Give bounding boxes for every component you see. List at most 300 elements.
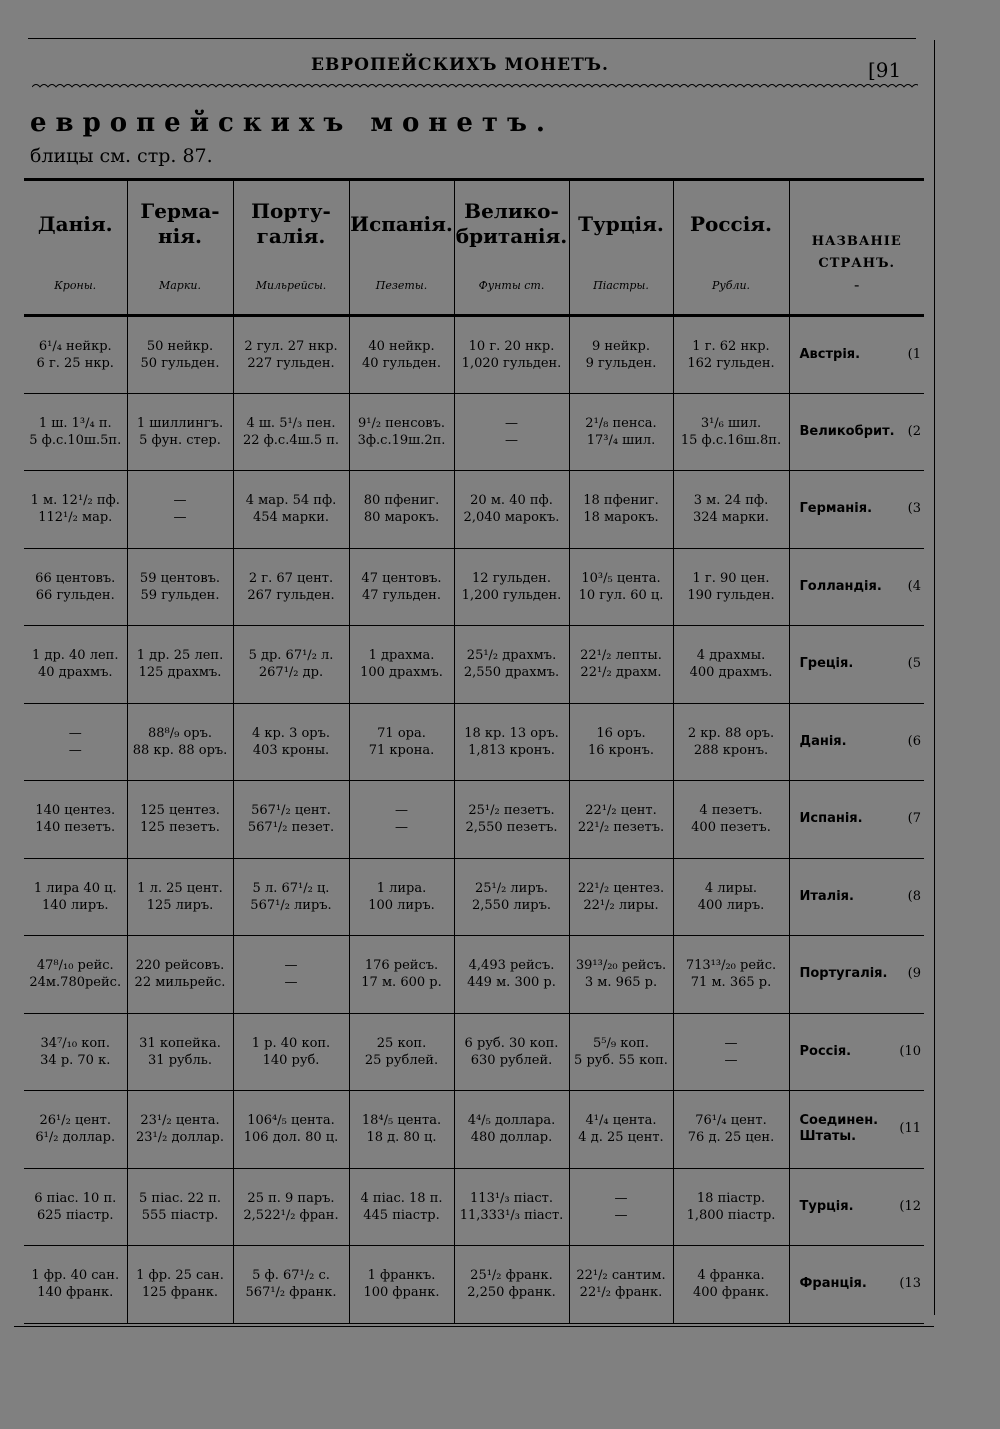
cell-line: 22¹/₂ франк. xyxy=(579,1285,663,1301)
table-cell xyxy=(569,393,673,471)
cell-line: 125 лиръ. xyxy=(146,897,214,913)
cell-line: 15 ф.с.16ш.8п. xyxy=(680,432,782,448)
cell-line: 4 лиры. xyxy=(704,880,758,896)
cell-line: 4 д. 25 цент. xyxy=(578,1130,664,1146)
cell-line: 17 м. 600 р. xyxy=(361,975,442,991)
cell-line: 2,040 марокъ. xyxy=(463,510,560,526)
cell-line: 71 м. 365 р. xyxy=(690,975,772,991)
cell-line: 5 л. 67¹/₂ ц. xyxy=(252,880,330,896)
cell-line: 76¹/₄ цент. xyxy=(695,1113,767,1129)
table-cell xyxy=(233,703,349,781)
cell-line: 288 кронъ. xyxy=(693,742,769,758)
cell-line: 17³/₄ шил. xyxy=(586,432,656,448)
table-cell xyxy=(673,626,789,704)
table-row xyxy=(24,703,924,781)
table-row xyxy=(24,471,924,549)
column-name: Турція. xyxy=(578,211,664,236)
table-cell xyxy=(454,858,569,936)
cell-line: 1,200 гульден. xyxy=(461,587,562,603)
cell-line: — xyxy=(68,742,82,758)
table-cell xyxy=(349,936,454,1014)
column-unit: Пезеты. xyxy=(375,279,428,292)
cell-line: 25 рублей. xyxy=(364,1052,439,1068)
cell-line: 2¹/₈ пенса. xyxy=(585,415,657,431)
cell-line: — xyxy=(395,820,408,836)
table-cell xyxy=(454,626,569,704)
cell-line: 4 ш. 5¹/₃ пен. xyxy=(246,415,336,431)
cell-line: 162 гульден. xyxy=(687,355,775,371)
cell-line: 5 фун. стер. xyxy=(139,432,221,448)
cell-line: 9 нейкр. xyxy=(591,338,650,354)
table-cell xyxy=(233,781,349,859)
table-cell xyxy=(454,548,569,626)
row-number: (8 xyxy=(907,888,921,904)
country-cell xyxy=(789,1168,924,1246)
cell-line: 140 франк. xyxy=(37,1285,114,1301)
row-number: (7 xyxy=(907,811,921,827)
table-cell xyxy=(233,471,349,549)
cell-line: 10³/₅ цента. xyxy=(581,570,661,586)
table-cell xyxy=(569,781,673,859)
cell-line: 113¹/₃ піаст. xyxy=(470,1190,553,1206)
cell-line: 16 кронъ. xyxy=(587,742,654,758)
table-cell xyxy=(454,1013,569,1091)
cell-line: — xyxy=(395,803,408,819)
column-header xyxy=(127,180,233,316)
cell-line: 22¹/₂ драхм. xyxy=(580,665,662,681)
names-header-label: НАЗВАНІЕ СТРАНЪ. xyxy=(811,234,902,271)
cell-line: 400 лиръ. xyxy=(697,897,765,913)
table-cell xyxy=(673,1168,789,1246)
cell-line: 625 піастр. xyxy=(37,1207,114,1223)
cell-line: 18 пфениг. xyxy=(583,493,659,509)
column-header xyxy=(673,180,789,316)
table-cell xyxy=(127,393,233,471)
table-cell xyxy=(454,471,569,549)
country-name: Испанія. xyxy=(799,811,863,827)
country-cell xyxy=(789,858,924,936)
cell-line: 88⁸/₉ оръ. xyxy=(147,725,213,741)
table-cell xyxy=(349,703,454,781)
cell-line: 1 ш. 1³/₄ п. xyxy=(38,415,112,431)
table-row xyxy=(24,393,924,471)
cell-line: 39¹³/₂₀ рейсъ. xyxy=(575,958,667,974)
table-cell xyxy=(569,626,673,704)
names-column-header xyxy=(789,180,924,316)
cell-line: — xyxy=(724,1035,738,1051)
column-unit: Марки. xyxy=(158,279,201,292)
country-name: Греція. xyxy=(799,656,854,672)
country-cell xyxy=(789,393,924,471)
cell-line: 66 центовъ. xyxy=(35,570,116,586)
table-cell xyxy=(233,858,349,936)
country-cell xyxy=(789,548,924,626)
cell-line: 40 драхмъ. xyxy=(37,665,113,681)
cell-line: 22 ф.с.4ш.5 п. xyxy=(242,432,340,448)
cell-line: 22 мильрейс. xyxy=(134,975,226,991)
table-cell xyxy=(673,471,789,549)
table-cell xyxy=(569,1013,673,1091)
cell-line: 227 гульден. xyxy=(247,355,335,371)
table-cell xyxy=(569,1246,673,1324)
cell-line: 1,020 гульден. xyxy=(461,355,562,371)
cell-line: 630 рублей. xyxy=(470,1052,553,1068)
cell-line: 18 д. 80 ц. xyxy=(366,1130,437,1146)
cell-line: 1 лира 40 ц. xyxy=(33,880,117,896)
cell-line: 22¹/₂ цент. xyxy=(585,803,657,819)
table-cell xyxy=(673,703,789,781)
cell-line: 4 драхмы. xyxy=(696,648,766,664)
column-name: Велико-британія. xyxy=(455,199,568,248)
cell-line: 140 лиръ. xyxy=(41,897,109,913)
row-number: (2 xyxy=(907,423,921,439)
bottom-rule xyxy=(14,1326,934,1327)
table-cell xyxy=(127,548,233,626)
table-cell xyxy=(24,1091,127,1169)
table-cell xyxy=(349,393,454,471)
cell-line: 3 м. 965 р. xyxy=(584,975,658,991)
cell-line: 26¹/₂ цент. xyxy=(39,1113,112,1129)
row-number: (5 xyxy=(907,656,921,672)
column-name: Данія. xyxy=(37,211,113,236)
cell-line: 2,550 драхмъ. xyxy=(463,665,560,681)
cell-line: 3ф.с.19ш.2п. xyxy=(357,432,446,448)
cell-line: 1 шиллингъ. xyxy=(136,415,224,431)
cell-line: 1 г. 90 цен. xyxy=(692,570,770,586)
cell-line: 5⁵/₉ коп. xyxy=(593,1035,649,1051)
table-cell xyxy=(673,858,789,936)
row-number: (6 xyxy=(907,733,921,749)
cell-line: 100 драхмъ. xyxy=(360,665,443,681)
cell-line: 34⁷/₁₀ коп. xyxy=(40,1035,110,1051)
table-cell xyxy=(233,393,349,471)
cell-line: 25¹/₂ лиръ. xyxy=(474,880,549,896)
cell-line: 1 фр. 40 сан. xyxy=(31,1268,120,1284)
cell-line: 3¹/₆ шил. xyxy=(700,415,762,431)
table-cell xyxy=(24,393,127,471)
cell-line: 18 піастр. xyxy=(696,1190,766,1206)
cell-line: 5 др. 67¹/₂ л. xyxy=(248,648,334,664)
cell-line: 25¹/₂ франк. xyxy=(470,1268,553,1284)
cell-line: 2 г. 67 цент. xyxy=(248,570,334,586)
cell-line: 100 франк. xyxy=(363,1285,440,1301)
cell-line: 5 ф. 67¹/₂ с. xyxy=(252,1268,330,1284)
cell-line: 403 кроны. xyxy=(252,742,330,758)
country-cell xyxy=(789,471,924,549)
cell-line: — xyxy=(284,958,298,974)
cell-line: 6¹/₄ нейкр. xyxy=(38,338,112,354)
cell-line: 4⁴/₅ доллара. xyxy=(467,1113,556,1129)
column-header xyxy=(24,180,127,316)
country-cell xyxy=(789,1013,924,1091)
cell-line: — xyxy=(614,1207,628,1223)
table-cell xyxy=(569,471,673,549)
cell-line: 18⁴/₅ цента. xyxy=(361,1113,442,1129)
cell-line: 140 руб. xyxy=(262,1052,320,1068)
page-subheading: блицы см. стр. 87. xyxy=(30,145,213,167)
cell-line: 6 піас. 10 п. xyxy=(34,1190,117,1206)
row-number: (4 xyxy=(907,578,921,594)
cell-line: 5 піас. 22 п. xyxy=(139,1190,221,1206)
table-cell xyxy=(673,316,789,394)
cell-line: 445 піастр. xyxy=(363,1207,440,1223)
table-cell xyxy=(454,316,569,394)
cell-line: 4 мар. 54 пф. xyxy=(245,493,337,509)
cell-line: 6 г. 25 нкр. xyxy=(36,355,114,371)
cell-line: 267¹/₂ др. xyxy=(258,665,324,681)
cell-line: 12 гульден. xyxy=(472,570,551,586)
coins-table xyxy=(24,178,924,1324)
cell-line: 76 д. 25 цен. xyxy=(687,1130,775,1146)
cell-line: 25 п. 9 паръ. xyxy=(247,1190,335,1206)
column-unit: Піастры. xyxy=(593,279,649,292)
table-cell xyxy=(569,1091,673,1169)
cell-line: 1 др. 25 леп. xyxy=(136,648,224,664)
table-cell xyxy=(569,703,673,781)
table-cell xyxy=(127,471,233,549)
cell-line: 2 кр. 88 оръ. xyxy=(687,725,775,741)
cell-line: 1,813 кронъ. xyxy=(468,742,555,758)
country-cell xyxy=(789,703,924,781)
cell-line: 1 фр. 25 сан. xyxy=(136,1268,224,1284)
column-unit: Рубли. xyxy=(711,279,751,292)
cell-line: 34 р. 70 к. xyxy=(40,1052,111,1068)
running-head: ЕВРОПЕЙСКИХЪ МОНЕТЪ. xyxy=(311,55,609,75)
table-cell xyxy=(349,1246,454,1324)
cell-line: 71 крона. xyxy=(368,742,435,758)
table-cell xyxy=(127,1013,233,1091)
country-name: Голландія. xyxy=(799,578,882,594)
cell-line: 59 гульден. xyxy=(140,587,220,603)
table-row xyxy=(24,936,924,1014)
row-number: (3 xyxy=(907,501,921,517)
table-cell xyxy=(349,548,454,626)
cell-line: 1 р. 40 коп. xyxy=(251,1035,331,1051)
table-cell xyxy=(454,1246,569,1324)
column-header xyxy=(454,180,569,316)
row-number: (12 xyxy=(899,1198,921,1214)
country-cell xyxy=(789,626,924,704)
table-cell xyxy=(569,548,673,626)
cell-line: 10 гул. 60 ц. xyxy=(578,587,664,603)
row-number: (9 xyxy=(907,966,921,982)
table-cell xyxy=(24,1013,127,1091)
cell-line: 125 франк. xyxy=(141,1285,219,1301)
top-rule xyxy=(28,38,916,39)
cell-line: — xyxy=(173,493,187,509)
right-margin-rule xyxy=(934,40,935,1315)
row-number: (10 xyxy=(899,1043,921,1059)
cell-line: 23¹/₂ доллар. xyxy=(135,1130,225,1146)
table-cell xyxy=(233,936,349,1014)
cell-line: 5 ф.с.10ш.5п. xyxy=(29,432,122,448)
cell-line: 47⁸/₁₀ рейс. xyxy=(36,958,114,974)
table-cell xyxy=(349,1168,454,1246)
cell-line: 22¹/₂ центез. xyxy=(577,880,665,896)
cell-line: 4 піас. 18 п. xyxy=(360,1190,443,1206)
cell-line: 4 пезетъ. xyxy=(699,803,763,819)
table-cell xyxy=(233,316,349,394)
cell-line: 22¹/₂ пезетъ. xyxy=(577,820,665,836)
table-cell xyxy=(24,703,127,781)
cell-line: 567¹/₂ франк. xyxy=(245,1285,337,1301)
cell-line: 1 л. 25 цент. xyxy=(137,880,223,896)
table-cell xyxy=(673,548,789,626)
table-row xyxy=(24,1013,924,1091)
cell-line: 267 гульден. xyxy=(247,587,335,603)
country-cell xyxy=(789,936,924,1014)
cell-line: 1 др. 40 леп. xyxy=(32,648,119,664)
row-number: (1 xyxy=(907,346,921,362)
cell-line: — xyxy=(173,510,187,526)
table-cell xyxy=(569,1168,673,1246)
cell-line: 47 центовъ. xyxy=(361,570,442,586)
cell-line: 140 пезетъ. xyxy=(35,820,116,836)
column-name: Герма-нія. xyxy=(140,199,220,248)
cell-line: 324 марки. xyxy=(692,510,770,526)
table-row xyxy=(24,858,924,936)
cell-line: 125 пезетъ. xyxy=(140,820,220,836)
country-name: Соединен. Штаты. xyxy=(799,1113,879,1145)
table-cell xyxy=(24,1168,127,1246)
table-cell xyxy=(24,858,127,936)
cell-line: 3 м. 24 пф. xyxy=(693,493,769,509)
cell-line: 449 м. 300 р. xyxy=(467,975,556,991)
cell-line: 59 центовъ. xyxy=(139,570,221,586)
cell-line: 454 марки. xyxy=(252,510,330,526)
cell-line: 25¹/₂ драхмъ. xyxy=(466,648,557,664)
table-cell xyxy=(127,781,233,859)
cell-line: 20 м. 40 пф. xyxy=(470,493,553,509)
cell-line: — xyxy=(505,432,518,448)
column-header xyxy=(349,180,454,316)
cell-line: 22¹/₂ лиры. xyxy=(583,897,659,913)
table-cell xyxy=(127,1168,233,1246)
wavy-rule xyxy=(32,82,918,92)
row-number: (13 xyxy=(899,1276,921,1292)
table-cell xyxy=(454,936,569,1014)
cell-line: 2 гул. 27 нкр. xyxy=(244,338,338,354)
table-cell xyxy=(454,393,569,471)
country-name: Италія. xyxy=(799,888,854,904)
table-cell xyxy=(233,548,349,626)
column-unit: Кроны. xyxy=(54,279,97,292)
cell-line: — xyxy=(724,1052,738,1068)
table-cell xyxy=(24,471,127,549)
country-name: Австрія. xyxy=(799,346,861,362)
table-row xyxy=(24,1091,924,1169)
column-name: Россія. xyxy=(689,211,773,236)
table-row xyxy=(24,316,924,394)
table-cell xyxy=(454,1168,569,1246)
table-cell xyxy=(233,1013,349,1091)
cell-line: 112¹/₂ мар. xyxy=(38,510,113,526)
cell-line: 5 руб. 55 коп. xyxy=(574,1052,668,1068)
cell-line: 2,250 франк. xyxy=(467,1285,556,1301)
table-cell xyxy=(127,1091,233,1169)
cell-line: 1 г. 62 нкр. xyxy=(692,338,770,354)
table-cell xyxy=(673,936,789,1014)
column-name: Порту-галія. xyxy=(251,199,331,248)
table-cell xyxy=(24,1246,127,1324)
table-cell xyxy=(127,1246,233,1324)
country-cell xyxy=(789,1091,924,1169)
cell-line: 567¹/₂ пезет. xyxy=(247,820,335,836)
cell-line: 22¹/₂ сантим. xyxy=(576,1268,666,1284)
cell-line: 50 гульден. xyxy=(140,355,220,371)
cell-line: 31 рубль. xyxy=(148,1052,212,1068)
cell-line: 140 центез. xyxy=(35,803,116,819)
cell-line: 16 оръ. xyxy=(596,725,646,741)
table-cell xyxy=(454,1091,569,1169)
table-cell xyxy=(127,703,233,781)
country-cell xyxy=(789,1246,924,1324)
table-cell xyxy=(349,1091,454,1169)
table-cell xyxy=(349,858,454,936)
cell-line: 9 гульден. xyxy=(585,355,657,371)
table-row xyxy=(24,626,924,704)
page-heading: европейскихъ монетъ. xyxy=(30,108,554,138)
cell-line: 40 гульден. xyxy=(362,355,441,371)
table-cell xyxy=(233,1091,349,1169)
cell-line: 2,550 пезетъ. xyxy=(465,820,558,836)
country-cell xyxy=(789,781,924,859)
cell-line: 66 гульден. xyxy=(35,587,115,603)
cell-line: 25 коп. xyxy=(376,1035,427,1051)
cell-line: 1 м. 12¹/₂ пф. xyxy=(30,493,120,509)
cell-line: 9¹/₂ пенсовъ. xyxy=(357,415,446,431)
cell-line: 555 піастр. xyxy=(141,1207,219,1223)
table-cell xyxy=(349,781,454,859)
cell-line: 1 драхма. xyxy=(368,648,435,664)
cell-line: 400 франк. xyxy=(692,1285,770,1301)
cell-line: 31 копейка. xyxy=(139,1035,221,1051)
table-cell xyxy=(127,858,233,936)
table-cell xyxy=(349,626,454,704)
country-name: Португалія. xyxy=(799,966,888,982)
table-cell xyxy=(127,936,233,1014)
cell-line: 25¹/₂ пезетъ. xyxy=(468,803,555,819)
cell-line: 1 лира. xyxy=(376,880,427,896)
column-name: Испанія. xyxy=(350,211,453,236)
cell-line: 4 кр. 3 оръ. xyxy=(251,725,331,741)
country-name: Турція. xyxy=(799,1198,854,1214)
cell-line: — xyxy=(284,975,298,991)
table-cell xyxy=(349,471,454,549)
cell-line: 100 лиръ. xyxy=(368,897,435,913)
cell-line: 567¹/₂ лиръ. xyxy=(250,897,332,913)
table-cell xyxy=(673,393,789,471)
cell-line: 6¹/₂ доллар. xyxy=(35,1130,116,1146)
table-row xyxy=(24,781,924,859)
cell-line: 6 руб. 30 коп. xyxy=(464,1035,559,1051)
cell-line: 80 марокъ. xyxy=(363,510,440,526)
cell-line: 567¹/₂ цент. xyxy=(251,803,331,819)
country-name: Великобрит. xyxy=(799,423,895,439)
table-cell xyxy=(233,1168,349,1246)
cell-line: 480 доллар. xyxy=(470,1130,553,1146)
table-cell xyxy=(24,548,127,626)
cell-line: 4¹/₄ цента. xyxy=(585,1113,657,1129)
cell-line: — xyxy=(505,415,518,431)
cell-line: 11,333¹/₃ піаст. xyxy=(459,1207,564,1223)
cell-line: 713¹³/₂₀ рейс. xyxy=(685,958,777,974)
cell-line: 50 нейкр. xyxy=(146,338,214,354)
cell-line: 400 драхмъ. xyxy=(689,665,773,681)
table-cell xyxy=(569,316,673,394)
cell-line: 2,550 лиръ. xyxy=(472,897,551,913)
cell-line: 125 центез. xyxy=(140,803,220,819)
